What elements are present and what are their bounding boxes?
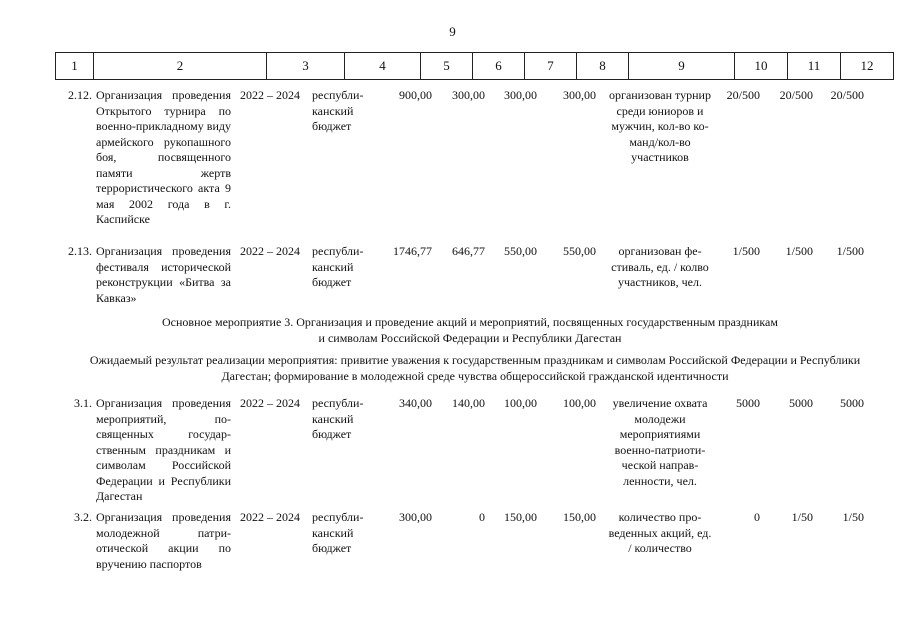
expected-result: Ожидаемый результат реализации мероприятия: привитие уважения к государственным праздникам и символам Российской Федерации и Республики Дагестан; формирование в молодежной среде чувства общероссийской гражданской идентичности <box>89 353 861 383</box>
indicator: количество проведенных акций, ед. / количество <box>608 510 712 555</box>
column-number-cell: 8 <box>577 53 629 80</box>
row-number: 3.1. <box>74 396 92 410</box>
amount-2022: 300,00 <box>452 88 485 102</box>
section-title: Основное мероприятие 3. Организация и проведение акций и мероприятий, посвященных государственным праздникам и символам Российской Федерации и Республики Дагестан <box>162 315 778 345</box>
funding-source: республиканский бюджет <box>312 510 364 555</box>
row-number: 3.2. <box>74 510 92 524</box>
indicator: организован турнир среди юниоров и мужчин, кол-во команд/кол-во участников <box>609 88 711 164</box>
amount-2023: 100,00 <box>504 396 537 410</box>
row-number: 2.12. <box>68 88 92 102</box>
column-number-cell: 5 <box>421 53 473 80</box>
period: 2022 – 2024 <box>240 88 300 102</box>
indicator-2024: 5000 <box>840 396 864 410</box>
row-number: 2.13. <box>68 244 92 258</box>
page-number: 9 <box>449 24 456 39</box>
column-number-cell: 7 <box>525 53 577 80</box>
indicator-2022: 0 <box>754 510 760 524</box>
activity-name: Организация проведения Открытого турнира по военно-прикладному виду армейского рукопашного боя, посвященного памяти жертв террористического акта 9 мая 2002 года в г. Каспийске <box>96 88 231 226</box>
period: 2022 – 2024 <box>240 244 300 258</box>
funding-source: республиканский бюджет <box>312 396 364 441</box>
column-number-cell: 10 <box>735 53 788 80</box>
amount-2024: 150,00 <box>563 510 596 524</box>
indicator-2022: 5000 <box>736 396 760 410</box>
indicator-2024: 20/500 <box>830 88 864 102</box>
total-amount: 340,00 <box>399 396 432 410</box>
indicator-2024: 1/50 <box>842 510 864 524</box>
amount-2022: 0 <box>479 510 485 524</box>
column-number-cell: 2 <box>94 53 267 80</box>
period: 2022 – 2024 <box>240 396 300 410</box>
total-amount: 1746,77 <box>393 244 432 258</box>
indicator-2022: 1/500 <box>732 244 760 258</box>
column-number-cell: 4 <box>345 53 421 80</box>
amount-2024: 100,00 <box>563 396 596 410</box>
amount-2023: 300,00 <box>504 88 537 102</box>
amount-2023: 150,00 <box>504 510 537 524</box>
indicator-2022: 20/500 <box>726 88 760 102</box>
indicator: организован фестиваль, ед. / колво участников, чел. <box>611 244 709 289</box>
amount-2022: 140,00 <box>452 396 485 410</box>
amount-2024: 550,00 <box>563 244 596 258</box>
total-amount: 900,00 <box>399 88 432 102</box>
indicator: увеличение охвата молодежи мероприятиями военно-патриотической направленности, чел. <box>612 396 708 488</box>
column-number-cell: 3 <box>267 53 345 80</box>
indicator-2023: 20/500 <box>779 88 813 102</box>
indicator-2023: 5000 <box>789 396 813 410</box>
amount-2024: 300,00 <box>563 88 596 102</box>
activity-name: Организация проведения фестиваля исторической реконструкции «Битва за Кавказ» <box>96 244 231 305</box>
amount-2023: 550,00 <box>504 244 537 258</box>
indicator-2023: 1/50 <box>791 510 813 524</box>
indicator-2024: 1/500 <box>836 244 864 258</box>
column-number-cell: 11 <box>788 53 841 80</box>
column-number-cell: 1 <box>56 53 94 80</box>
funding-source: республиканский бюджет <box>312 244 364 289</box>
activity-name: Организация проведения мероприятий, посвященных государственным праздникам и символам Российской Федерации и Республики Дагестан <box>96 396 231 503</box>
column-number-cell: 9 <box>629 53 735 80</box>
period: 2022 – 2024 <box>240 510 300 524</box>
column-number-cell: 6 <box>473 53 525 80</box>
amount-2022: 646,77 <box>452 244 485 258</box>
activity-name: Организация проведения молодежной патриотической акции по вручению паспортов <box>96 510 231 571</box>
indicator-2023: 1/500 <box>785 244 813 258</box>
total-amount: 300,00 <box>399 510 432 524</box>
column-number-header <box>55 52 894 80</box>
column-number-cell: 12 <box>841 53 894 80</box>
funding-source: республиканский бюджет <box>312 88 364 133</box>
